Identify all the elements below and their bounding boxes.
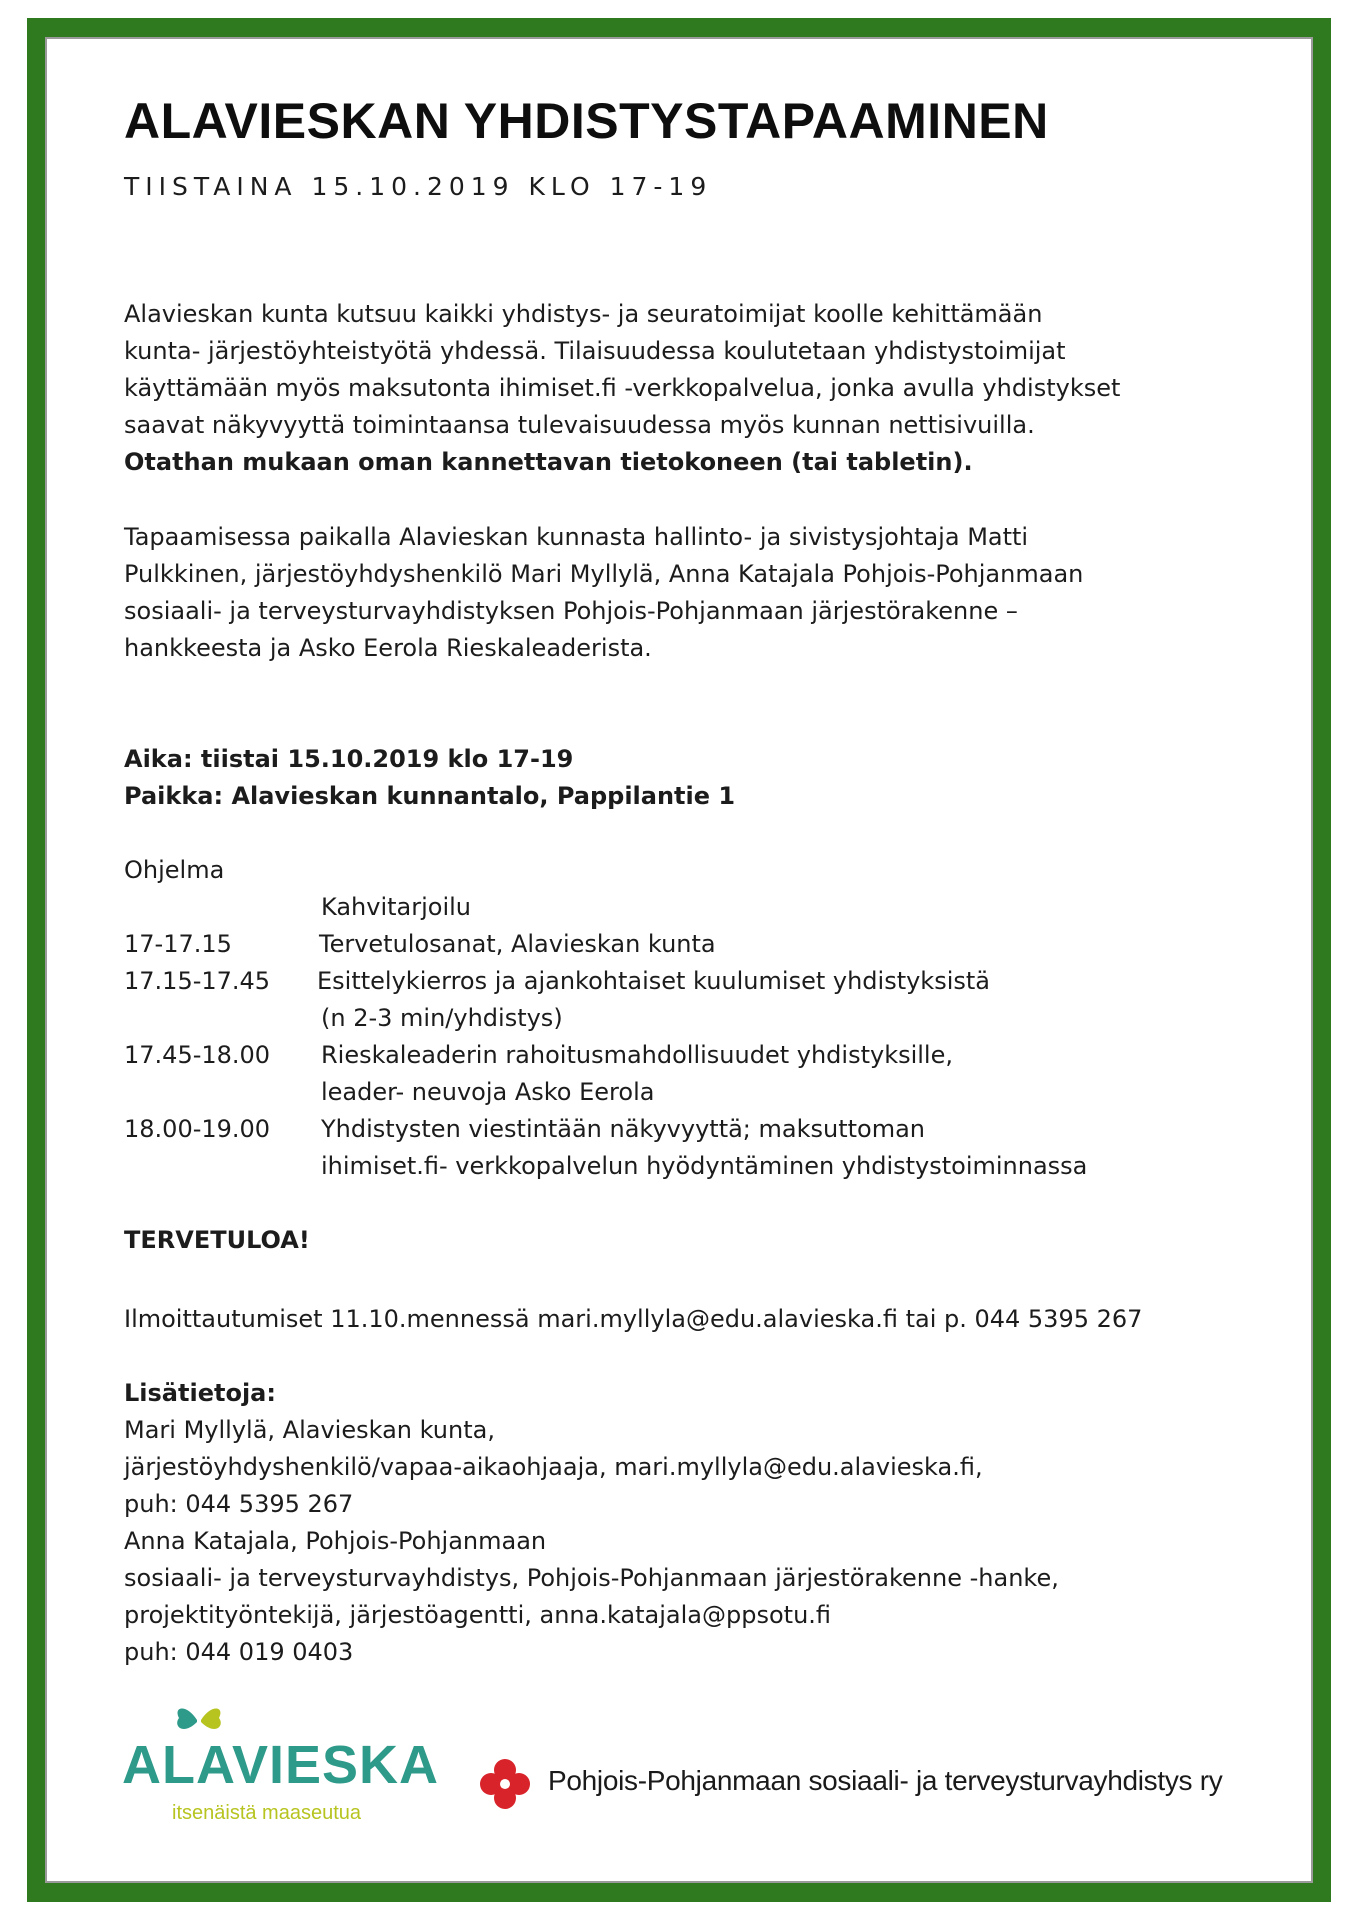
attendees-line: Pulkkinen, järjestöyhdyshenkilö Mari Myllylä, Anna Katajala Pohjois-Pohjanmaan (124, 560, 1084, 588)
attendees-line: sosiaali- ja terveysturvayhdistyksen Pohjois-Pohjanmaan järjestörakenne – (124, 597, 1018, 625)
attendees-line: hankkeesta ja Asko Eerola Rieskaleaderista. (124, 634, 652, 662)
program-coffee: Kahvitarjoilu (321, 893, 471, 921)
program-time: 18.00-19.00 (124, 1115, 271, 1143)
program-time: 17.15-17.45 (124, 967, 271, 995)
program-description: Yhdistysten viestintään näkyvyyttä; maksuttoman (321, 1115, 926, 1143)
intro-line: kunta- järjestöyhteistyötä yhdessä. Tilaisuudessa koulutetaan yhdistystoimijat (124, 337, 1066, 365)
intro-line: saavat näkyvyyttä toimintaansa tulevaisuudessa myös kunnan nettisivuilla. (124, 411, 1035, 439)
program-description: leader- neuvoja Asko Eerola (321, 1078, 655, 1106)
more-info-line: järjestöyhdyshenkilö/vapaa-aikaohjaaja, mari.myllyla@edu.alavieska.fi, (124, 1453, 983, 1481)
ppsotu-org-name: Pohjois-Pohjanmaan sosiaali- ja terveysturvayhdistys ry (548, 1765, 1223, 1796)
program-time: 17.45-18.00 (124, 1041, 271, 1069)
intro-paragraph (124, 296, 1264, 481)
more-info-line: Mari Myllylä, Alavieskan kunta, (124, 1416, 495, 1444)
event-time: Aika: tiistai 15.10.2019 klo 17-19 (124, 745, 574, 773)
attendees-line: Tapaamisessa paikalla Alavieskan kunnasta hallinto- ja sivistysjohtaja Matti (124, 523, 1029, 551)
page-subtitle: TIISTAINA 15.10.2019 KLO 17-19 (124, 172, 713, 201)
page-title: ALAVIESKAN YHDISTYSTAPAAMINEN (124, 93, 1049, 149)
alavieska-logo (112, 1700, 462, 1845)
more-info-line: sosiaali- ja terveysturvayhdistys, Pohjois-Pohjanmaan järjestörakenne -hanke, (124, 1564, 1059, 1592)
welcome-text: TERVETULOA! (124, 1226, 310, 1254)
program-description: Esittelykierros ja ajankohtaiset kuulumiset yhdistyksistä (317, 967, 990, 995)
alavieska-wordmark: ALAVIESKA (122, 1735, 440, 1795)
ppsotu-logo (478, 1757, 1298, 1817)
more-info-heading: Lisätietoja: (124, 1379, 276, 1407)
program-heading: Ohjelma (124, 856, 225, 884)
intro-line: Alavieskan kunta kutsuu kaikki yhdistys- ja seuratoimijat koolle kehittämään (124, 300, 1043, 328)
program-description: Tervetulosanat, Alavieskan kunta (319, 930, 716, 958)
red-clover-icon (478, 1757, 532, 1811)
more-info-block (124, 1412, 1264, 1671)
more-info-line: projektityöntekijä, järjestöagentti, anna.katajala@ppsotu.fi (124, 1601, 832, 1629)
program-time: 17-17.15 (124, 930, 232, 958)
registration-text: Ilmoittautumiset 11.10.mennessä mari.myllyla@edu.alavieska.fi tai p. 044 5395 267 (124, 1305, 1143, 1333)
more-info-line: puh: 044 019 0403 (124, 1638, 354, 1666)
intro-line: käyttämään myös maksutonta ihimiset.fi -verkkopalvelua, jonka avulla yhdistykset (124, 374, 1121, 402)
program-description: (n 2-3 min/yhdistys) (321, 1004, 563, 1032)
more-info-line: Anna Katajala, Pohjois-Pohjanmaan (124, 1527, 547, 1555)
program-description: ihimiset.fi- verkkopalvelun hyödyntäminen yhdistystoiminnassa (321, 1152, 1088, 1180)
program-description: Rieskaleaderin rahoitusmahdollisuudet yhdistyksille, (321, 1041, 953, 1069)
event-place: Paikka: Alavieskan kunnantalo, Pappilantie 1 (124, 782, 736, 810)
more-info-line: puh: 044 5395 267 (124, 1490, 354, 1518)
alavieska-tagline: itsenäistä maaseutua (172, 1802, 362, 1824)
attendees-paragraph (124, 519, 1264, 667)
intro-bold-line: Otathan mukaan oman kannettavan tietokoneen (tai tabletin). (124, 448, 973, 476)
